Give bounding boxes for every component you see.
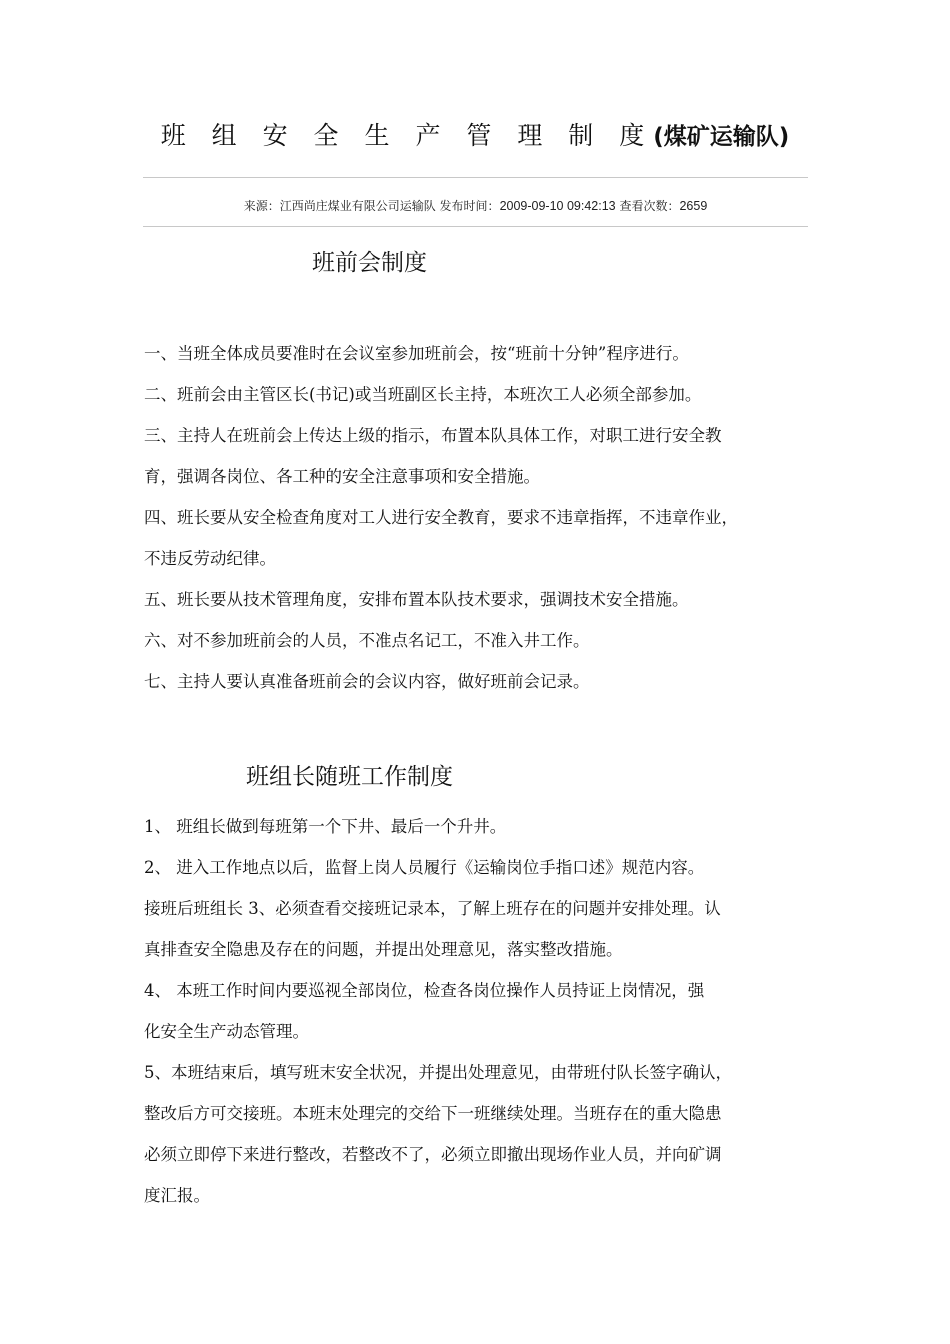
text-line: 4、 本班工作时间内要巡视全部岗位，检查各岗位操作人员持证上岗情况，强 (144, 981, 705, 1000)
text-line: 1、 班组长做到每班第一个下井、最后一个升井。 (144, 817, 507, 836)
text-line: 必须立即停下来进行整改，若整改不了，必须立即撤出现场作业人员，并向矿调 (144, 1145, 722, 1164)
bottom-divider (143, 226, 808, 227)
section-body-team-leader-duty (144, 806, 810, 1216)
source-label: 来源： (243, 199, 280, 213)
source-value: 江西尚庄煤业有限公司运输队 (279, 199, 436, 213)
text-line: 整改后方可交接班。本班末处理完的交给下一班继续处理。当班存在的重大隐患 (144, 1104, 722, 1123)
text-line: 五、班长要从技术管理角度，安排布置本队技术要求，强调技术安全措施。 (144, 590, 689, 609)
text-line: 接班后班组长 3、必须查看交接班记录本，了解上班存在的问题并安排处理。认 (144, 899, 721, 918)
text-line: 六、对不参加班前会的人员，不准点名记工，不准入井工作。 (144, 631, 590, 650)
text-line: 化安全生产动态管理。 (144, 1022, 309, 1041)
text-line: 2、 进入工作地点以后，监督上岗人员履行《运输岗位手指口述》规范内容。 (144, 858, 705, 877)
text-line: 不违反劳动纪律。 (144, 549, 276, 568)
text-line: 一、当班全体成员要准时在会议室参加班前会，按“班前十分钟”程序进行。 (144, 344, 689, 363)
document-title (0, 116, 950, 152)
text-line: 七、主持人要认真准备班前会的会议内容，做好班前会记录。 (144, 672, 590, 691)
article-meta (143, 197, 808, 214)
document-title-main: 班 组 安 全 生 产 管 理 制 度 (160, 121, 654, 150)
publish-time: 2009-09-10 09:42:13 (499, 199, 616, 213)
section-body-pre-shift-meeting (144, 333, 810, 702)
text-line: 度汇报。 (144, 1186, 210, 1205)
section-heading-team-leader-duty: 班组长随班工作制度 (246, 764, 453, 790)
text-line: 真排查安全隐患及存在的问题，并提出处理意见，落实整改措施。 (144, 940, 623, 959)
views-count: 2659 (679, 199, 708, 213)
section-heading-pre-shift-meeting: 班前会制度 (312, 250, 427, 276)
views-label: 查看次数： (619, 199, 680, 213)
document-title-suffix: (煤矿运输队) (653, 124, 790, 150)
text-line: 四、班长要从安全检查角度对工人进行安全教育，要求不违章指挥，不违章作业， (144, 508, 738, 527)
publish-label: 发布时间： (439, 199, 500, 213)
text-line: 育，强调各岗位、各工种的安全注意事项和安全措施。 (144, 467, 540, 486)
text-line: 二、班前会由主管区长(书记)或当班副区长主持，本班次工人必须全部参加。 (144, 385, 702, 404)
text-line: 三、主持人在班前会上传达上级的指示，布置本队具体工作，对职工进行安全教 (144, 426, 722, 445)
text-line: 5、本班结束后，填写班末安全状况，并提出处理意见，由带班付队长签字确认， (144, 1063, 732, 1082)
top-divider (143, 177, 808, 178)
